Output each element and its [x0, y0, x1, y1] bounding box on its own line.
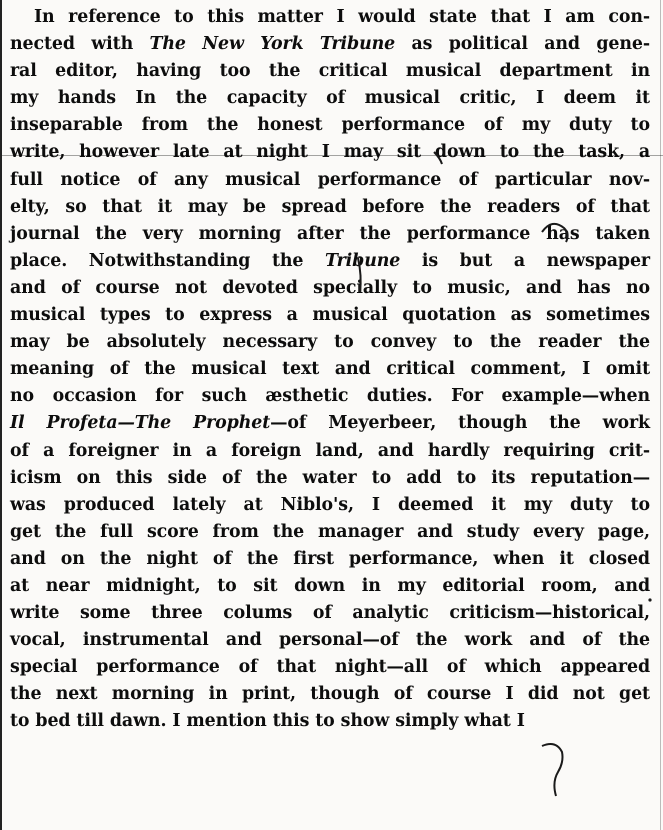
line-text-segment: nected with	[10, 34, 150, 55]
line-text-segment: place. Notwithstanding the	[10, 250, 325, 271]
article-line: and of course not devoted specially to music, and has no	[10, 277, 650, 298]
article-line: and on the night of the first performance, when it closed	[10, 548, 650, 569]
pen-mark-hook	[542, 744, 563, 796]
article-line: to bed till dawn. I mention this to show simply what I	[10, 711, 525, 732]
clipping-edge	[660, 0, 661, 830]
line-text-segment: is but a newspaper	[400, 250, 650, 271]
article-line: the next morning in print, though of course I did not get	[10, 684, 650, 705]
article-line: special performance of that night—all of which appeared	[10, 657, 650, 678]
line-text-segment: —of Meyerbeer, though the work	[270, 413, 650, 434]
article-line	[10, 410, 650, 437]
line-text-segment: as political and gene-	[395, 34, 650, 55]
article-line: full notice of any musical performance of particular nov-	[10, 169, 650, 190]
article-line: inseparable from the honest performance of my duty to	[10, 115, 650, 136]
article-line: write, however late at night I may sit down to the task, a	[10, 142, 650, 163]
article-line: of a foreigner in a foreign land, and hardly requiring crit-	[10, 440, 650, 461]
article-line: at near midnight, to sit down in my editorial room, and	[10, 575, 650, 596]
article-line: In reference to this matter I would state that I am con-	[34, 7, 650, 27]
article-column	[10, 4, 650, 736]
article-line: write some three colums of analytic criticism—historical,	[10, 603, 650, 624]
article-line: my hands In the capacity of musical critic, I deem it	[10, 88, 650, 109]
italic-title-text: Tribune	[325, 250, 401, 271]
article-line: elty, so that it may be spread before the readers of that	[10, 196, 650, 217]
article-line: musical types to express a musical quotation as sometimes	[10, 305, 650, 326]
article-line: was produced lately at Niblo's, I deemed it my duty to	[10, 494, 650, 515]
paper-crease	[2, 155, 663, 156]
article-line: may be absolutely necessary to convey to the reader the	[10, 332, 650, 353]
article-line: journal the very morning after the performance has taken	[10, 223, 650, 244]
article-line: icism on this side of the water to add to its reputation—	[10, 467, 650, 488]
article-line: no occasion for such æsthetic duties. For example—when	[10, 386, 650, 407]
article-line: meaning of the musical text and critical comment, I omit	[10, 359, 650, 380]
article-line	[10, 248, 650, 275]
italic-title-text: Il Profeta—The Prophet	[10, 413, 271, 434]
italic-title-text: The New York Tribune	[149, 34, 396, 55]
article-line: get the full score from the manager and study every page,	[10, 521, 650, 542]
article-line: vocal, instrumental and personal—of the work and of the	[10, 630, 650, 651]
article-line: ral editor, having too the critical musical department in	[10, 61, 650, 82]
article-line	[10, 31, 650, 58]
